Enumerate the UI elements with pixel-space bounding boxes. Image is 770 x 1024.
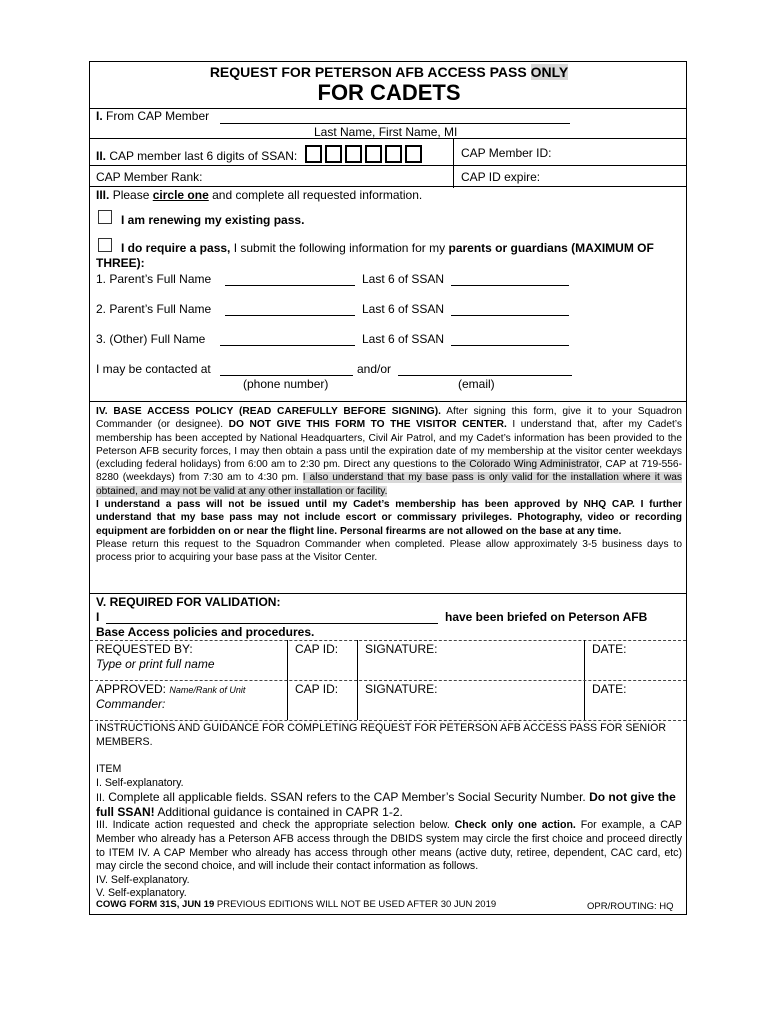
briefed-name-field[interactable] (106, 623, 438, 624)
instruction-2 (96, 790, 682, 819)
parent-name-field[interactable] (225, 315, 355, 316)
other-ssan-field[interactable] (451, 345, 569, 346)
footer-note: PREVIOUS EDITIONS WILL NOT BE USED AFTER 30 JUN 2019 (216, 899, 497, 910)
member-id-label[interactable]: CAP Member ID: (461, 146, 552, 160)
form-number: COWG FORM 31S, JUN 19 (96, 899, 215, 910)
intro-text: Please (112, 188, 150, 202)
divider (90, 401, 686, 402)
base-access-policy (96, 405, 682, 565)
divider (90, 640, 686, 641)
intro-text: and complete all requested information. (212, 188, 423, 202)
title-emphasis: ONLY (530, 64, 569, 80)
section-3-intro (96, 188, 422, 202)
instruction-4: IV. Self-explanatory. (96, 873, 190, 886)
instruction-num: II. (96, 792, 105, 805)
instruction-1: I. Self-explanatory. (96, 776, 184, 789)
policy-highlight: I also understand that my base pass is only valid for the installation where it was obtained, and may not be valid at any other installation or facility. (96, 472, 682, 497)
divider (90, 186, 686, 187)
section-number: II. (96, 149, 107, 163)
email-sublabel: (email) (458, 377, 495, 391)
parent-label: 2. Parent’s Full Name (96, 302, 212, 316)
ssan-label: Last 6 of SSAN (362, 302, 445, 316)
policy-heading: IV. BASE ACCESS POLICY (READ CAREFULLY BEFORE SIGNING). (96, 406, 441, 417)
instructions-heading: INSTRUCTIONS AND GUIDANCE FOR COMPLETING REQUEST FOR PETERSON AFB ACCESS PASS FOR SENIOR MEMBERS. (96, 722, 666, 748)
divider (90, 593, 686, 594)
divider (90, 165, 686, 166)
parent-ssan-field[interactable] (451, 285, 569, 286)
section-1 (96, 109, 209, 123)
renew-checkbox[interactable] (98, 210, 112, 224)
title-text: REQUEST FOR PETERSON AFB ACCESS PASS (209, 64, 527, 80)
require-pass-option-cont: THREE): (96, 256, 145, 270)
parent-row-3 (96, 332, 205, 346)
requested-by-hint: Type or print full name (96, 657, 215, 671)
require-pass-option (121, 241, 654, 255)
parent-row-2 (96, 302, 211, 316)
administrator-highlight: the Colorado Wing Administrator (451, 459, 600, 471)
ssn-box[interactable] (365, 145, 382, 163)
instructions-item: ITEM (96, 763, 122, 776)
approved-hint: Name/Rank of Unit (169, 685, 246, 695)
option-bold: I do require a pass, (121, 241, 231, 255)
instruction-text: For example, a CAP Member who already has a Peterson AFB access through the DBIDS system may circle the first choice and proceed directly to ITEM IV. A CAP Member who already has access through other means (active duty, retiree, dependent, CAC card, etc) may circle the second choice, and will include their contact information as follows. (96, 819, 682, 873)
policy-text: I understand that, after my Cadet’s membership has been accepted by National Headquarters, Civil Air Patrol, and my Cadet’s information has been provided to the Peterson AFB security forces, I may then obtain a pass until the expiration date of my membership at the visitor center weekdays (excluding federal holidays) from 6:00 am to 2:30 pm. Direct any questions to (96, 419, 682, 471)
ssn-box[interactable] (325, 145, 342, 163)
option-bold: parents or guardians (MAXIMUM OF (448, 241, 654, 255)
instruction-3 (96, 819, 682, 873)
validation-text: have been briefed on Peterson AFB (445, 610, 648, 624)
instruction-text: Additional guidance is contained in CAPR 1-2. (157, 805, 403, 820)
option-text: I submit the following information for my (233, 241, 446, 255)
divider (90, 720, 686, 721)
signature-label-2[interactable]: SIGNATURE: (365, 682, 438, 696)
date-label[interactable]: DATE: (592, 642, 627, 656)
divider (90, 138, 686, 139)
parent-name-field[interactable] (225, 285, 355, 286)
member-name-line[interactable] (220, 123, 570, 124)
ssn-boxes[interactable] (305, 149, 425, 163)
instruction-bold: Check only one action. (454, 819, 576, 832)
policy-warning: DO NOT GIVE THIS FORM TO THE VISITOR CENTER. (228, 419, 507, 431)
instruction-text: Complete all applicable fields. SSAN refers to the CAP Member’s Social Security Number. (108, 790, 586, 805)
phone-field[interactable] (220, 375, 353, 376)
instruction-5: V. Self-explanatory. (96, 887, 187, 900)
parent-label: 3. (Other) Full Name (96, 332, 206, 346)
divider (453, 138, 454, 188)
policy-text: Please return this request to the Squadron Commander when completed. Please allow approximately 3-5 business days to process prior to acquiring your base pass at the Visitor Center. (96, 538, 682, 564)
form-subtitle: FOR CADETS (317, 80, 461, 105)
ssn-label: CAP member last 6 digits of SSAN: (109, 149, 298, 163)
validation-text-2: Base Access policies and procedures. (96, 625, 315, 639)
member-name-sublabel: Last Name, First Name, MI (314, 125, 458, 139)
instruction-bold: Do not give the full SSAN! (96, 790, 676, 820)
form-title (90, 64, 688, 80)
policy-text: After signing this form, give it to your Squadron Commander (or designee). (96, 406, 682, 431)
approved-hint-2: Commander: (96, 697, 166, 711)
contact-and: and/or (357, 362, 392, 376)
section-number: I. (96, 109, 103, 123)
phone-sublabel: (phone number) (243, 377, 329, 391)
email-field[interactable] (398, 375, 572, 376)
opr-routing: OPR/ROUTING: HQ (587, 901, 674, 912)
ssn-box[interactable] (385, 145, 402, 163)
ssn-field (96, 145, 425, 163)
form-footer (96, 899, 496, 910)
ssn-box[interactable] (405, 145, 422, 163)
parent-label: 1. Parent’s Full Name (96, 272, 212, 286)
validation-heading: V. REQUIRED FOR VALIDATION: (96, 595, 281, 609)
circle-one-text: circle one (152, 188, 209, 202)
section-number: III. (96, 188, 110, 202)
parent-ssan-field[interactable] (451, 315, 569, 316)
ssan-label: Last 6 of SSAN (362, 332, 445, 346)
divider (90, 680, 686, 681)
other-name-field[interactable] (220, 345, 355, 346)
member-rank-label[interactable]: CAP Member Rank: (96, 170, 203, 184)
validation-i: I (96, 610, 100, 624)
form-border (89, 61, 687, 915)
instruction-text: III. Indicate action requested and check the appropriate selection below. (96, 819, 450, 832)
contact-label: I may be contacted at (96, 362, 211, 376)
date-label-2[interactable]: DATE: (592, 682, 627, 696)
ssn-box[interactable] (305, 145, 322, 163)
requested-by-label[interactable]: REQUESTED BY: (96, 642, 193, 656)
section-1-text: From CAP Member (106, 109, 210, 123)
approved-text: APPROVED: (96, 682, 167, 696)
ssan-label: Last 6 of SSAN (362, 272, 445, 286)
instructions (96, 722, 682, 901)
ssn-box[interactable] (345, 145, 362, 163)
policy-bold-text: I understand a pass will not be issued until my Cadet’s membership has been approved by NHQ CAP. I further understand that my base pass may not include escort or commissary privileges. Photography, video or recording equipment are forbidden on or near the flight line. Personal firearms are not allowed on the base at any time. (96, 499, 682, 537)
parent-row-1 (96, 272, 211, 286)
renew-option: I am renewing my existing pass. (121, 213, 305, 227)
require-pass-checkbox[interactable] (98, 238, 112, 252)
policy-text: , CAP at 719-556-8280 (weekdays) from 7:30 am to 4:30 pm. (96, 459, 682, 484)
approved-label[interactable] (96, 682, 245, 696)
id-expire-label[interactable]: CAP ID expire: (461, 170, 541, 184)
signature-label[interactable]: SIGNATURE: (365, 642, 438, 656)
cap-id-label-2[interactable]: CAP ID: (295, 682, 339, 696)
cap-id-label[interactable]: CAP ID: (295, 642, 339, 656)
